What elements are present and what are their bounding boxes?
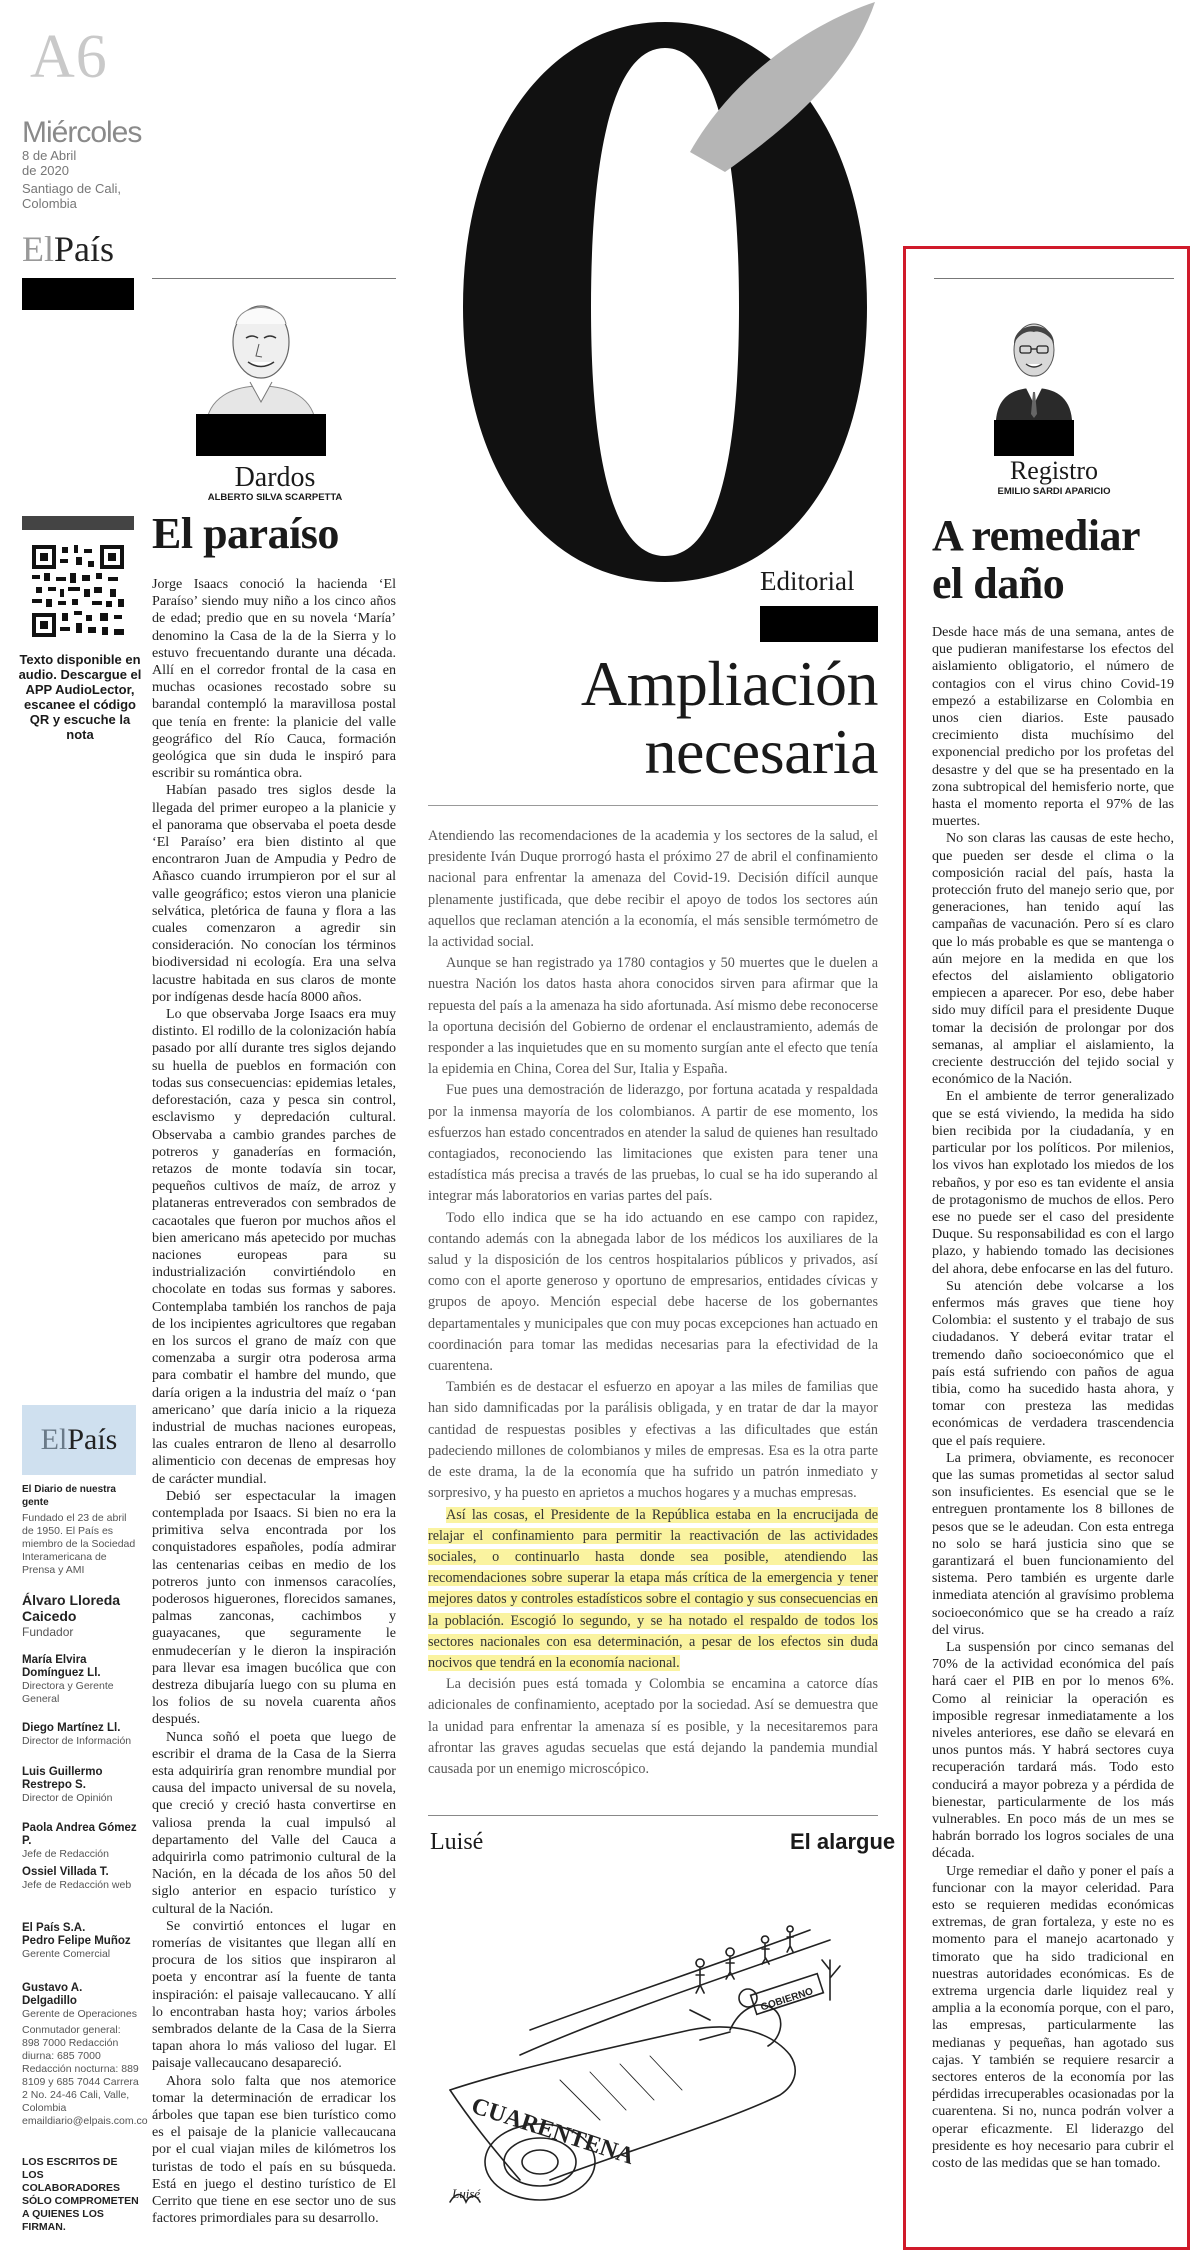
paragraph: Ahora solo falta que nos atemorice tomar la determinación de erradicar los árboles que tapan ese bien turístico como es el paisaje de la planicie vallecaucana por el cual viajan miles de kilómetros los turistas de todo el país en su búsqueda. Está en juego el destino turístico de El Cerrito que tiene en ese sector uno de sus factores primordiales para su desarrollo. <box>152 2072 396 2227</box>
brandbox-el: El <box>40 1423 68 1456</box>
founder-name: Álvaro Lloreda Caicedo <box>22 1592 121 1624</box>
highlighted-paragraph <box>428 1505 878 1675</box>
editorial-body <box>428 826 878 1780</box>
cartoon-signature: Luisé <box>452 2186 481 2201</box>
company-block <box>22 1922 140 1961</box>
cartoon-sign-label: GOBIERNO <box>759 1986 815 2014</box>
founded-note: Fundado el 23 de abril de 1950. El País es miembro de la Sociedad Interamericana de Prensa y AMI <box>22 1512 136 1576</box>
column-author: ALBERTO SILVA SCARPETTA <box>207 492 343 503</box>
paragraph: Habían pasado tres siglos desde la llegada del primer europeo a la planicie y el panorama que observaba el poeta desde ‘El Paraíso’ era bien distinto al que encontraron Juan de Ampudia y Pedro de Añasco cuando irrumpieron por el sur al valle geográfico; estos vieron una planicie selvática, pletórica de fauna y flora a las cuales comenzaron a agredir sin consideración. No conocían los términos biodiversidad ni ecología. Era una selva lacustre habitada en sus claros de monte por indígenas desde hacía 8000 años. <box>152 782 396 1005</box>
staff-name: Paola Andrea Gómez P. <box>22 1822 137 1847</box>
staff-item <box>22 1654 140 1706</box>
column-section: Dardos <box>234 462 316 493</box>
staff-role: Director de Opinión <box>22 1792 113 1804</box>
ops-name: Gustavo A. Delgadillo <box>22 1982 83 2007</box>
tagline: El Diario de nuestra gente <box>22 1484 116 1508</box>
staff-item <box>22 1822 140 1861</box>
column-section: Registro <box>1009 456 1099 485</box>
editorial-label: Editorial <box>760 566 855 596</box>
founder-role: Fundador <box>22 1625 74 1639</box>
brand-el: El <box>22 229 54 269</box>
paragraph: Debió ser espectacular la imagen contemplada por Isaacs. Si bien no era la primitiva selva encontrada por los conquistadores españoles, podía admirar las centenarias ceibas en medio de los potreros junto con inmensos caracolíes, poderosos higuerones, florecidos samanes, palmas zanconas, cachimbos y guayacanes, que seguramente le enmudecerían y le dieron la inspiración para llevar esa imagen bucólica que con destreza dibujaría luego con su pluma en los folios de su novela cuarenta años después. <box>152 1487 396 1728</box>
paragraph: Todo ello indica que se ha ido actuando en ese campo con rapidez, contando además con la abnegada labor de los médicos los auxiliares de la salud y la disposición de los centros hospitalarios públicos y privados, así como con el aporte generoso y oportuno de empresarios, entidades cívicas y grupos de apoyo. Mención especial debe hacerse de los gobernantes departamentales y municipales que con muy pocas excepciones han actuado en coordinación para tomar las medidas necesarias para la efectividad de la cuarentena. <box>428 1209 878 1375</box>
paragraph: Su atención debe volcarse a los enfermos más graves que tiene hoy Colombia: el sustento y el trabajo de sus ciudadanos. Y deberá evitar tratar el tremendo daño socioeconómico que el país está sufriendo con paños de agua tibia, como ha sucedido hasta ahora, y tomar con presteza las medidas económicas de verdadera trascendencia que el país requiere. <box>932 1277 1174 1449</box>
paragraph: Se convirtió entonces el lugar en romerías de visitantes que llegan allí en procura de los sitios que inspiraron al poeta y encontrar así la fuente de tanta inspiración: el paisaje vallecaucano. Y allí lo encontraban hasta hoy; varios árboles sembrados delante de la Casa de la Sierra tapan ahora lo más valioso del lugar. El paisaje vallecaucano desapareció. <box>152 1917 396 2072</box>
city: Santiago de Cali, <box>22 181 122 196</box>
paragraph: La decisión pues está tomada y Colombia se encamina a catorce días adicionales de confinamiento, aceptado por la sociedad. Así se demuestra que la unidad para enfrentar la amenaza sí es posible, y la necesitaremos para afrontar las graves agudas secuelas que está dejando la pandemia mundial causada por un enemigo microscópico. <box>428 1676 878 1777</box>
weekday: Miércoles <box>22 116 142 149</box>
disclaimer: LOS ESCRITOS DE LOS COLABORADORES SÓLO COMPROMETEN A QUIENES LOS FIRMAN. <box>22 2156 139 2233</box>
brand-logo <box>22 228 114 270</box>
country: Colombia <box>22 196 77 211</box>
paragraph: La suspensión por cinco semanas del 70% de la actividad económica del país hará caer el PIB en por lo menos 6%. Como al reiniciar la operación es imposible regresar inmediatamente a los niveles anteriores, ese daño se elevará en unos puntos más. Y habrá sectores cuya recuperación tardará más. Todo esto conducirá a mayor pobreza y a pérdida de bienestar, particularmente de los más vulnerables. En poco más de un mes se habrán borrado los logros sociales de una década. <box>932 1638 1174 1862</box>
column-rule <box>152 278 396 279</box>
paragraph: Aunque se han registrado ya 1780 contagios y 50 muertes que le duelen a nuestra Nación los datos hasta ahora conocidos sirven para afirmar que la repuesta del país a la amenaza ha sido afortunada. Así mismo debe reconocerse la oportuna decisión del Gobierno de ordenar el enclaustramiento, además de responder a las inquietudes que en su momento surgían ante el efecto que tenía la epidemia en China, Corea del Sur, Italia y España. <box>428 955 878 1078</box>
section-rule <box>428 1815 878 1816</box>
paragraph: Jorge Isaacs conoció la hacienda ‘El Paraíso’ siendo muy niño a los cinco años de edad; predio que en su novela ‘María’ denomino la Casa de la de la Sierra y lo estuvo frecuentando durante una década. Allí en el corredor frontal de la casa en muchas ocasiones recostado sobre su barandal contempló la maravillosa postal que tenía en frente: la planicie del valle geográfico del Río Cauca, formación geológica que sin duda le inspiró para escribir su romántica obra. <box>152 576 396 782</box>
column-author: EMILIO SARDI APARICIO <box>997 486 1111 497</box>
brand-pais: País <box>54 229 115 269</box>
cartoon-illustration <box>430 1880 880 2210</box>
cartoon-title: El alargue <box>790 1829 896 1854</box>
cartoonist-name: Luisé <box>430 1829 484 1855</box>
date-line: 8 de Abril <box>22 148 77 163</box>
staff-role: Directora y Gerente General <box>22 1680 114 1705</box>
staff-item <box>22 1766 140 1805</box>
column-body <box>152 576 396 2228</box>
paragraph: No son claras las causas de este hecho, que pueden ser desde el clima o la composición racial del país, hasta la protección fruto del manejo serio que, por generaciones, han tenido aquí las campañas de vacunación. Pero sí es claro que lo más probable es que se mantenga o aún mejore en la medida en que los efectos del aislamiento obligatorio empiecen a aparecer. Por eso, debe haber sido muy difícil para el presidente Duque tomar la decisión de prolongar por dos semanas, al ampliar el aislamiento, la creciente destrucción del tejido social y económico de la Nación. <box>932 830 1174 1088</box>
column-title <box>932 512 1182 608</box>
paragraph: La primera, obviamente, es reconocer que las sumas prometidas al sector salud son insuficientes. Es esencial que se le entreguen prontamente los 8 billones de pesos que se le adeudan. Con esta entrega no solo se hará justicia sino que se garantizará el buen funcionamiento del sistema. Pero también es urgente darle inmediata atención al gravísimo problema socioeconómico que se ha creado a raíz del virus. <box>932 1449 1174 1638</box>
paragraph: Urge remediar el daño y poner el país a funcionar con la mayor celeridad. Para esto se requieren medidas económicas extremas, de gran fortaleza, y este no es momento para el manejo acartonado y timorato que ha sido tradicional en nuestras autoridades económicas. Es de extrema urgencia darle liquidez real y amplia a la economía porque, con el paro, las empresas, particularmente las medianas y pequeñas, han agotado sus cajas. Y también se requiere resarcir a sectores enteros de la economía por las pérdidas irrecuperables ocasionadas por la cuarentena. Si no, nunca podrán volver a operar eficazmente. El liderazgo del presidente es hoy necesario para cubrir el costo de las medidas que se han tomado. <box>932 1862 1174 2172</box>
title-line: el daño <box>932 559 1065 608</box>
contacts: Conmutador general: 898 7000 Redacción diurna: 685 7000 Redacción nocturna: 889 8109 y 685 7044 Carrera 2 No. 24-46 Cali, Valle, Colombia emaildiario@elpais.com.co <box>22 2024 148 2127</box>
title-line: necesaria <box>644 716 878 787</box>
staff-name: Luis Guillermo Restrepo S. <box>22 1766 103 1791</box>
staff-item <box>22 1722 140 1748</box>
rail-divider <box>22 516 134 530</box>
redaction-bar <box>196 426 326 456</box>
paragraph: Nunca soñó el poeta que luego de escribir el drama de la Casa de la Sierra esta adquiriría gran renombre mundial por causa del impacto universal de su novela, que creció y creció hasta convertirse en valiosa prenda la cual impulsó al departamento del Valle del Cauca a adquirirla como patrimonio cultural de la Nación, en la década de los años 50 del siglo anterior en espacio turístico y cultural de la Nación. <box>152 1728 396 1917</box>
column-rule <box>934 278 1174 279</box>
title-line: A remediar <box>932 511 1141 560</box>
paragraph: En el ambiente de terror generalizado que se está viviendo, la medida ha sido bien recibida por la ciudadanía, y en particular por los políticos. Por milenios, los vivos han explotado los miedos de los rebaños, y por eso es tan evidente el ansia de protagonismo de muchos de ellos. Pero ese no puede ser el caso del presidente Duque. Su responsabilidad es con el largo plazo, y habiendo tomado las decisiones del ahora, debe enfocarse en las del futuro. <box>932 1088 1174 1277</box>
editorial-title <box>430 650 878 786</box>
column-title: El paraíso <box>152 509 339 558</box>
paragraph: Fue pues una demostración de liderazgo, por fortuna acatada y respaldada por la inmensa mayoría de los colombianos. A partir de ese momento, los esfuerzos han estado concentrados en atender la salud de quienes han resultado contagiados, reconociendo las limitaciones que existen para tener una estadística más precisa a través de las pruebas, lo cual se ha ido superando al integrar más laboratorios en varias partes del país. <box>428 1082 878 1205</box>
manager-role: Gerente Comercial <box>22 1948 111 1960</box>
paragraph: Atendiendo las recomendaciones de la academia y los sectores de la salud, el presidente Iván Duque prorrogó hasta el próximo 27 de abril el confinamiento nacional para enfrentar la amenaza del Covid-19. Decisión difícil aunque plenamente justificada, que debe recibir el apoyo de todos los sectores aún aquellos que reclaman atención a la economía, el más sensible termómetro de la actividad social. <box>428 828 878 951</box>
brand-box <box>22 1405 136 1475</box>
date-year: de 2020 <box>22 163 69 178</box>
columnist-photo <box>196 286 326 426</box>
redaction-bar <box>760 606 878 642</box>
redaction-bar <box>22 278 134 310</box>
ops-role: Gerente de Operaciones <box>22 2008 137 2020</box>
qr-code-icon[interactable] <box>30 543 126 639</box>
staff-name: Diego Martínez Ll. <box>22 1722 121 1734</box>
cartoon-roll-label: CUARENTENA <box>468 2092 638 2171</box>
manager-name: Pedro Felipe Muñoz <box>22 1935 131 1947</box>
audio-instructions: Texto disponible en audio. Descargue el APP AudioLector, escanee el código QR y escuche la nota <box>18 652 142 742</box>
staff-item <box>22 1866 140 1892</box>
paragraph: También es de destacar el esfuerzo en apoyar a las miles de familias que han sido damnificadas por la parálisis obligada, y en tratar de dar la mayor cantidad de respuestas posibles y efectivas a las dificultades que están padeciendo millones de colombianos y miles de empresas. Esa es la otra parte de este drama, la de la economía que ha sufrido un patrón inmediato y sorpresivo, y ha puesto en aprietos a muchos hogares y a muchas empresas. <box>428 1379 878 1502</box>
ops-block <box>22 1982 140 2021</box>
staff-role: Jefe de Redacción web <box>22 1879 132 1891</box>
opinion-o-logo-icon <box>405 0 925 592</box>
section-rule <box>428 805 878 806</box>
page-number: A6 <box>30 23 108 91</box>
staff-name: Ossiel Villada T. <box>22 1866 109 1878</box>
columnist-photo <box>994 300 1074 420</box>
paragraph: Desde hace más de una semana, antes de que pudieran manifestarse los efectos del aislamiento obligatorio, el número de contagios con el virus chino Covid-19 empezó a estabilizarse en Colombia en unos cien diarios. Este pausado crecimiento dista muchísimo del exponencial predicho por los profetas del desastre y del que se ha presentado en la zona subtropical del hemisferio norte, que hasta el momento reporta el 97% de las muertes. <box>932 624 1174 830</box>
redaction-bar <box>994 420 1074 456</box>
column-body <box>932 624 1174 2172</box>
staff-role: Director de Información <box>22 1735 132 1747</box>
staff-name: María Elvira Domínguez Ll. <box>22 1654 101 1679</box>
title-line: Ampliación <box>580 648 878 719</box>
company-name: El País S.A. <box>22 1922 86 1934</box>
paragraph: Lo que observaba Jorge Isaacs era muy distinto. El rodillo de la colonización había pasado por allí durante tres siglos dejando su huella de pueblos en formación con todas sus consecuencias: epidemias letales, deforestación, caza y pesca sin control, esclavismo y depredación cultural. Observaba a cambio grandes parches de potreros y ganaderías en formación, retazos de monte todavía sin tocar, pequeños cultivos de maíz, de arroz y plataneras entreverados con sembrados de cacaotales que fueron por muchos años el bien americano más apetecido por muchas naciones europeas para su industrialización convirtiéndolo en chocolate en todas sus formas y sabores. Contemplaba también los ranchos de paja de los incipientes agricultores que regaban en los surcos el grano de maíz con que comenzaba a surgir otra poderosa arma para combatir el hambre del mundo, que daría origen a la industria del maíz o ‘pan americano’ que daría inicio a la riqueza industrial de muchas naciones europeas, las cuales entraron de lleno al desarrollo alimenticio con decenas de empresas hoy de carácter mundial. <box>152 1006 396 1487</box>
brandbox-pais: País <box>67 1423 118 1456</box>
staff-role: Jefe de Redacción <box>22 1848 109 1860</box>
highlight: Así las cosas, el Presidente de la República estaba en la encrucijada de relajar el confinamiento para permitir la reactivación de las actividades sociales, o continuarlo hasta donde sea posible, atendiendo las recomendaciones sobre superar la etapa más crítica de la emergencia y tener mejores datos y controles estadísticos sobre el contagio y sus consecuencias en la población. Escogió lo segundo, y se ha notado el respaldo de todos los sectores nacionales con esa determinación, a pesar de los efectos sin duda nocivos que tendrá en la economía nacional. <box>428 1506 878 1671</box>
